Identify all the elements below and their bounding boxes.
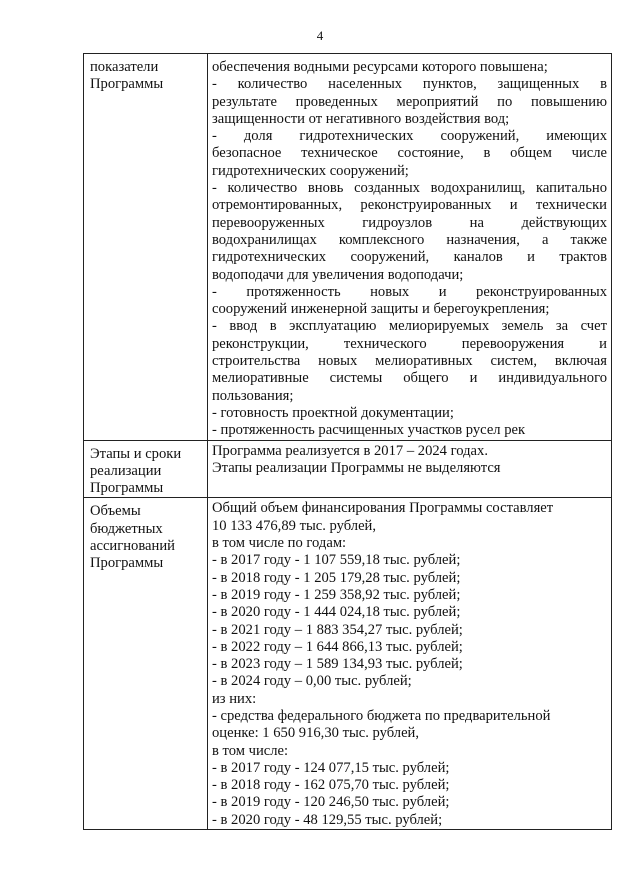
content-line: реконструкции, технического перевооружения и [212, 335, 607, 352]
content-line: - в 2019 году - 120 246,50 тыс. рублей; [212, 794, 450, 811]
row-label-line: Объемы [90, 503, 141, 520]
content-line: отремонтированных, реконструированных и технически [212, 197, 607, 214]
content-line: - средства федерального бюджета по предварительной [212, 707, 551, 724]
content-line: Этапы реализации Программы не выделяются [212, 459, 501, 476]
content-line: - в 2017 году - 1 107 559,18 тыс. рублей; [212, 552, 461, 569]
row-label-line: реализации [90, 462, 162, 479]
row-label-line: Программы [90, 480, 164, 497]
content-line: - протяженность расчищенных участков русел рек [212, 422, 526, 439]
content-line: - протяженность новых и реконструированных [212, 283, 607, 300]
content-line: - ввод в эксплуатацию мелиорируемых земель за счет [212, 318, 607, 335]
content-line: водохранилищах комплексного назначения, а также [212, 231, 607, 248]
content-line: из них: [212, 690, 257, 707]
content-line: в том числе: [212, 742, 289, 759]
content-line: безопасное техническое состояние, в общем числе [212, 145, 607, 162]
content-line: в том числе по годам: [212, 535, 347, 552]
content-line: - в 2022 году – 1 644 866,13 тыс. рублей; [212, 638, 463, 655]
content-line: строительства новых мелиоративных систем, включая [212, 353, 607, 370]
row-label-line: ассигнований [90, 538, 175, 555]
content-line: оценке: 1 650 916,30 тыс. рублей, [212, 725, 420, 742]
content-line: обеспечения водными ресурсами которого повышена; [212, 59, 548, 75]
content-line: - готовность проектной документации; [212, 404, 454, 421]
table-row-funding [84, 498, 612, 830]
content-line: пользования; [212, 387, 294, 404]
row-label-line: Программы [90, 555, 164, 572]
content-line: - доля гидротехнических сооружений, имеющих [212, 128, 607, 145]
content-line: - в 2023 году – 1 589 134,93 тыс. рублей; [212, 656, 463, 673]
row-label-line: Этапы и сроки [90, 445, 182, 462]
content-line: 10 133 476,89 тыс. рублей, [212, 517, 377, 534]
row-content-cell [208, 440, 612, 498]
content-line: - в 2024 году – 0,00 тыс. рублей; [212, 673, 412, 690]
content-line: - в 2019 году - 1 259 358,92 тыс. рублей; [212, 586, 461, 603]
content-line: - количество вновь созданных водохранилищ, капитально [212, 180, 607, 197]
row-label-cell [84, 54, 208, 441]
content-line: - в 2017 году - 124 077,15 тыс. рублей; [212, 759, 450, 776]
row-label-cell [84, 440, 208, 498]
content-line: - в 2018 году - 162 075,70 тыс. рублей; [212, 777, 450, 794]
content-line: - в 2020 году - 1 444 024,18 тыс. рублей; [212, 604, 461, 621]
program-passport-table [83, 53, 612, 830]
page-number: 4 [316, 28, 324, 43]
table-row-stages [84, 440, 612, 498]
row-content-cell [208, 54, 612, 441]
content-line: гидротехнических сооружений, каналов и трактов [212, 249, 607, 266]
content-line: сооружений инженерной защиты и берегоукрепления; [212, 301, 550, 318]
content-line: Общий объем финансирования Программы составляет [212, 500, 554, 517]
content-line: перевооруженных гидроузлов на действующих [212, 214, 607, 231]
content-line: - в 2018 году - 1 205 179,28 тыс. рублей; [212, 569, 461, 586]
row-label-line: показатели [90, 59, 159, 75]
row-content-cell [208, 498, 612, 830]
content-line: результате проведенных мероприятий по повышению [212, 93, 607, 110]
content-line: мелиоративные системы общего и индивидуального [212, 370, 607, 387]
row-label-line: бюджетных [90, 520, 163, 537]
content-line: защищенности от негативного воздействия вод; [212, 110, 510, 127]
content-line: водоподачи для увеличения водоподачи; [212, 266, 464, 283]
content-line: - количество населенных пунктов, защищенных в [212, 76, 607, 93]
row-label-cell [84, 498, 208, 830]
content-line: - в 2021 году – 1 883 354,27 тыс. рублей; [212, 621, 463, 638]
content-line: - в 2020 году - 48 129,55 тыс. рублей; [212, 811, 443, 828]
content-line: гидротехнических сооружений; [212, 162, 409, 179]
table-row-indicators [84, 54, 612, 441]
content-line: Программа реализуется в 2017 – 2024 годах. [212, 442, 488, 459]
row-label-line: Программы [90, 76, 164, 93]
